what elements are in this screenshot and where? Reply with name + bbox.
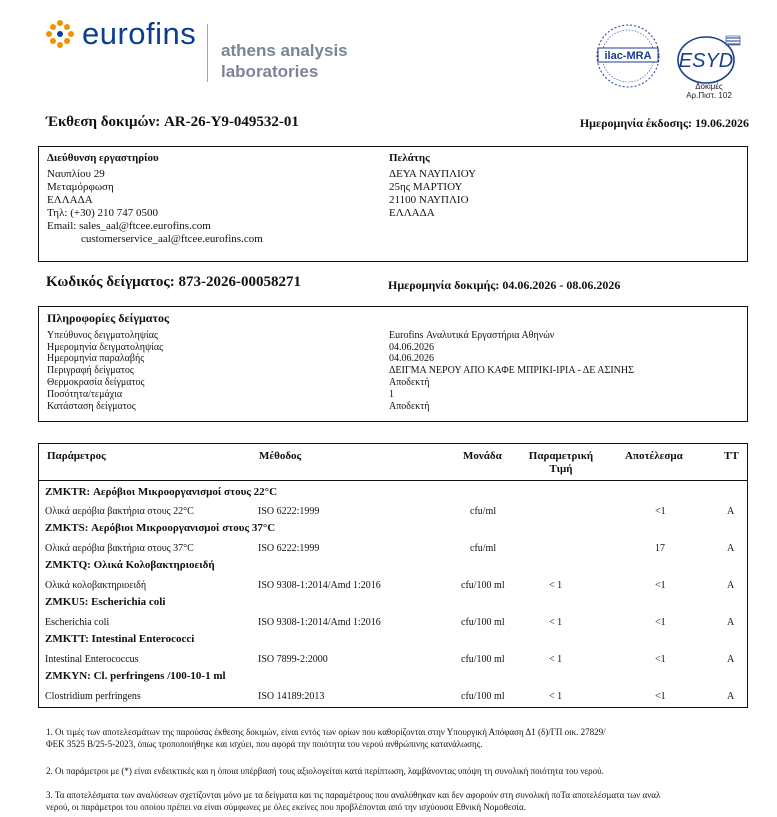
cell-param: Clostridium perfringens: [45, 691, 141, 702]
header-unit: Μονάδα: [463, 450, 502, 462]
cell-method: ISO 14189:2013: [258, 691, 325, 702]
info-value: 04.06.2026: [389, 353, 434, 364]
info-value: 1: [389, 389, 394, 400]
lab-phone: Τηλ: (+30) 210 747 0500: [47, 207, 158, 219]
footnote-1: [46, 726, 777, 750]
test-date: Ημερομηνία δοκιμής: 04.06.2026 - 08.06.2026: [388, 278, 621, 292]
client-line: ΕΛΛΑΔΑ: [389, 207, 435, 219]
client-line: 21100 ΝΑΥΠΛΙΟ: [389, 194, 469, 206]
footnote-3: [46, 789, 777, 813]
group-title: ZMKU5: Escherichia coli: [45, 596, 166, 608]
cell-tt: A: [727, 543, 735, 554]
group-title: ZMKTT: Intestinal Enterococci: [45, 633, 195, 645]
cell-param: Ολικά αερόβια βακτήρια στους 22°C: [45, 506, 194, 517]
cell-unit: cfu/ml: [470, 543, 497, 554]
info-value: Eurofins Αναλυτικά Εργαστήρια Αθηνών: [389, 330, 555, 341]
header-divider-line: [39, 480, 747, 481]
cell-result: <1: [655, 580, 666, 591]
info-value: ΔΕΙΓΜΑ ΝΕΡΟΥ ΑΠΟ ΚΑΦΕ ΜΠΡΙΚΙ-ΙΡΙΑ - ΔΕ ΑΣΙΝΗΣ: [389, 365, 634, 376]
footnote-2: 2. Οι παράμετροι με (*) είναι ενδεικτικές και η όποια υπέρβασή τους αξιολογείται κατά περίπτωση, λαμβάνοντας υπόψη τη συνολική ποιότητα του νερού.: [46, 766, 604, 776]
cell-limit: < 1: [549, 617, 563, 628]
info-value: Αποδεκτή: [389, 377, 430, 388]
client-address: [389, 152, 476, 220]
header-method: Μέθοδος: [259, 450, 302, 462]
cell-method: ISO 6222:1999: [258, 543, 320, 554]
header-tt: ΤΤ: [724, 450, 739, 462]
lab-name: [221, 40, 348, 82]
results-table: [38, 443, 748, 708]
header-result: Αποτέλεσμα: [625, 450, 683, 462]
cell-param: Ολικά αερόβια βακτήρια στους 37°C: [45, 543, 194, 554]
lab-address-heading: Διεύθυνση εργαστηρίου: [47, 152, 159, 164]
group-title: ZMKTR: Αερόβιοι Μικροοργανισμοί στους 22°C: [45, 486, 278, 498]
lab-name-line1: athens analysis: [221, 41, 348, 60]
cell-method: ISO 9308-1:2014/Amd 1:2016: [258, 580, 381, 591]
footnote-3-line1: 3. Τα αποτελέσματα των αναλύσεων σχετίζονται μόνο με τα δείγματα και τις παραμέτρους που αναλύθηκαν και δεν αφορούν στη συνολική ποΤα αποτελέσματα των αναλ: [46, 790, 661, 800]
cell-unit: cfu/ml: [470, 506, 497, 517]
lab-address-line: ΕΛΛΑΔΑ: [47, 194, 93, 206]
eurofins-logo: [46, 16, 196, 52]
lab-name-line2: laboratories: [221, 62, 319, 81]
info-label: Κατάσταση δείγματος: [47, 401, 136, 412]
ilac-label: ilac-MRA: [604, 50, 652, 62]
cell-limit: < 1: [549, 691, 563, 702]
info-label: Υπεύθυνος δειγματοληψίας: [47, 330, 158, 341]
group-title: ZMKTS: Αερόβιοι Μικροοργανισμοί στους 37°C: [45, 522, 276, 534]
cell-unit: cfu/100 ml: [461, 654, 505, 665]
address-box: [38, 146, 748, 262]
header-parametric-value: [521, 450, 601, 476]
cell-method: ISO 9308-1:2014/Amd 1:2016: [258, 617, 381, 628]
lab-address-line: Μεταμόρφωση: [47, 181, 114, 193]
cell-result: <1: [655, 506, 666, 517]
cell-param: Intestinal Enterococcus: [45, 654, 139, 665]
esyd-caption-line1: Δοκιμές: [695, 82, 723, 91]
footnote-1-line1: 1. Οι τιμές των αποτελεσμάτων της παρούσας έκθεσης δοκιμών, είναι εντός των ορίων που καθορίζονται στην Υπουργική Απόφαση Δ1 (δ)/ΓΠ οικ. 27829/: [46, 727, 606, 737]
group-title: ZMKYN: Cl. perfringens /100-10-1 ml: [45, 670, 226, 682]
esyd-logo-icon: [676, 34, 742, 86]
info-label: Ημερομηνία παραλαβής: [47, 353, 145, 364]
esyd-label: ESYD: [678, 50, 734, 72]
cell-unit: cfu/100 ml: [461, 691, 505, 702]
eurofins-dots-icon: [46, 20, 74, 48]
client-heading: Πελάτης: [389, 152, 430, 164]
cell-result: <1: [655, 691, 666, 702]
cell-result: <1: [655, 654, 666, 665]
header-parametric-value-line2: Τιμή: [549, 463, 573, 475]
cell-limit: < 1: [549, 654, 563, 665]
table-row: [39, 506, 749, 518]
header-divider: [207, 24, 208, 82]
info-label: Θερμοκρασία δείγματος: [47, 377, 145, 388]
sample-info-title: Πληροφορίες δείγματος: [47, 311, 170, 325]
ilac-mra-logo-icon: [592, 22, 664, 90]
lab-email-secondary[interactable]: customerservice_aal@ftcee.eurofins.com: [81, 233, 263, 245]
info-value: 04.06.2026: [389, 342, 434, 353]
client-line: ΔΕΥΑ ΝΑΥΠΛΙΟΥ: [389, 168, 477, 180]
cell-tt: A: [727, 617, 735, 628]
lab-email[interactable]: Email: sales_aal@ftcee.eurofins.com: [47, 220, 211, 232]
brand-name: eurofins: [82, 16, 197, 51]
esyd-caption-line2: Αρ.Πιστ. 102: [686, 91, 732, 100]
cell-result: <1: [655, 617, 666, 628]
table-row: [39, 580, 749, 592]
cell-method: ISO 7899-2:2000: [258, 654, 328, 665]
info-label: Ποσότητα/τεμάχια: [47, 389, 123, 400]
cell-tt: A: [727, 691, 735, 702]
header-parametric-value-line1: Παραμετρική: [528, 450, 594, 462]
group-title: ZMKTQ: Ολικά Κολοβακτηριοειδή: [45, 559, 215, 571]
lab-address-line: Ναυπλίου 29: [47, 168, 105, 180]
info-value: Αποδεκτή: [389, 401, 430, 412]
report-title: Έκθεση δοκιμών: AR-26-Y9-049532-01: [46, 114, 299, 130]
table-row: [39, 691, 749, 703]
footnote-1-line2: ΦΕΚ 3525 Β/25-5-2023, όπως τροποποιήθηκε και ισχύει, που αφορά την ποιότητα του νερού ανθρώπινης κατανάλωσης.: [46, 739, 483, 749]
cell-unit: cfu/100 ml: [461, 580, 505, 591]
table-row: [39, 617, 749, 629]
cell-limit: < 1: [549, 580, 563, 591]
cell-param: Ολικά κολοβακτηριοειδή: [45, 580, 147, 591]
info-label: Περιγραφή δείγματος: [47, 365, 134, 376]
cell-tt: A: [727, 506, 735, 517]
esyd-caption: [672, 82, 746, 100]
footnote-3-line2: νερού, οι παράμετροι του οποίου πρέπει να είναι σύμφωνες με όλες εκείνες που προβλέπονται από την ισχύουσα Εθνική Νομοθεσία.: [46, 802, 526, 812]
cell-method: ISO 6222:1999: [258, 506, 320, 517]
cell-tt: A: [727, 654, 735, 665]
client-line: 25ης ΜΑΡΤΙΟΥ: [389, 181, 463, 193]
info-label: Ημερομηνία δειγματοληψίας: [47, 342, 164, 353]
issue-date: Ημερομηνία έκδοσης: 19.06.2026: [579, 116, 749, 130]
cell-param: Escherichia coli: [45, 617, 110, 628]
cell-unit: cfu/100 ml: [461, 617, 505, 628]
sample-info-box: [38, 306, 748, 422]
lab-address: [47, 152, 263, 246]
table-row: [39, 654, 749, 666]
cell-tt: A: [727, 580, 735, 591]
header-parameter: Παράμετρος: [47, 450, 106, 462]
table-row: [39, 543, 749, 555]
cell-result: 17: [655, 543, 665, 554]
sample-code: Κωδικός δείγματος: 873-2026-00058271: [46, 274, 301, 290]
